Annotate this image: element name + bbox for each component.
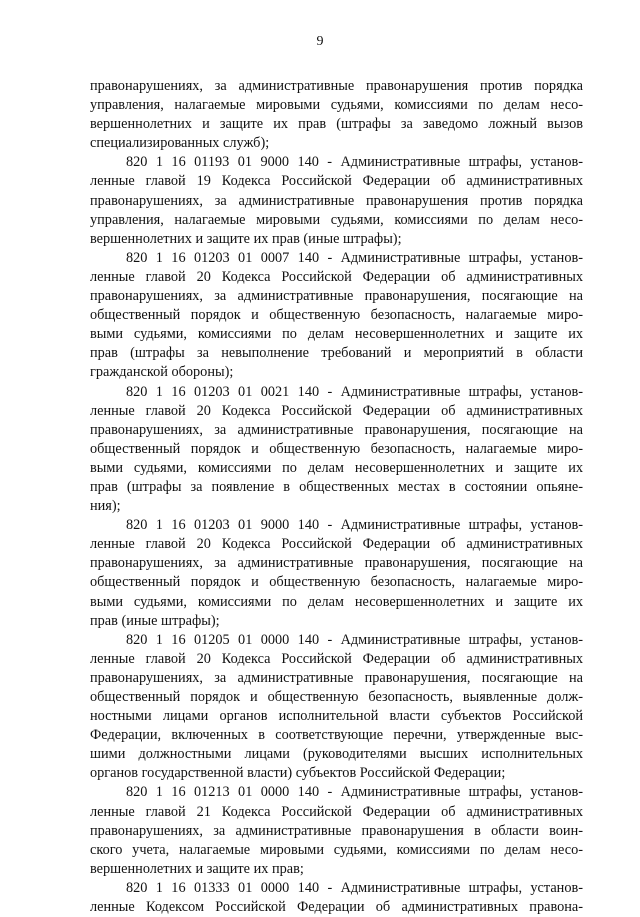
paragraph: [90, 383, 583, 517]
text-line: правонарушениях, за административные правонарушения, посягающие на: [90, 555, 583, 572]
text-line: управления, налагаемые мировыми судьями, комиссиями по делам несо-: [90, 211, 583, 228]
paragraph: [90, 77, 583, 153]
text-line: ленные главой 20 Кодекса Российской Федерации об административных: [90, 536, 583, 553]
document-body: [90, 77, 583, 917]
text-line: правонарушениях, за административные правонарушения, посягающие на: [90, 421, 583, 438]
paragraph: [90, 516, 583, 631]
text-line: выми судьями, комиссиями по делам несовершеннолетних и защите их: [90, 326, 583, 343]
text-line: Федерации, включенных в соответствующие перечни, утвержденные выс-: [90, 727, 583, 744]
text-line: 820 1 16 01203 01 9000 140 - Административные штрафы, установ-: [126, 517, 583, 534]
text-line: правонарушениях, за административные правонарушения в области воин-: [90, 822, 583, 839]
text-line: правонарушениях, за административные правонарушения, посягающие на: [90, 669, 583, 686]
paragraph: [90, 631, 583, 784]
text-line: правонарушениях, за административные правонарушения против порядка: [90, 192, 583, 209]
text-line: вершеннолетних и защите их прав (иные штрафы);: [90, 230, 402, 247]
text-line: правонарушениях, за административные правонарушения, посягающие на: [90, 288, 583, 305]
paragraph: [90, 783, 583, 878]
text-line: общественный порядок и общественную безопасность, налагаемые миро-: [90, 574, 583, 591]
text-line: органов государственной власти) субъектов Российской Федерации;: [90, 765, 506, 782]
text-line: специализированных служб);: [90, 135, 270, 152]
text-line: 820 1 16 01203 01 0007 140 - Административные штрафы, установ-: [126, 249, 583, 266]
text-line: ленные Кодексом Российской Федерации об административных правона-: [90, 899, 583, 916]
text-line: гражданской обороны);: [90, 364, 234, 381]
text-line: прав (иные штрафы);: [90, 612, 220, 629]
text-line: ленные главой 20 Кодекса Российской Федерации об административных: [90, 650, 583, 667]
text-line: прав (штрафы за появление в общественных местах в состоянии опьяне-: [90, 478, 583, 495]
text-line: 820 1 16 01205 01 0000 140 - Административные штрафы, установ-: [126, 631, 583, 648]
text-line: вершеннолетних и защите их прав (штрафы за заведомо ложный вызов: [90, 116, 583, 133]
text-line: ностными лицами органов исполнительной власти субъектов Российской: [90, 708, 583, 725]
paragraph: [90, 249, 583, 383]
text-line: правонарушениях, за административные правонарушения против порядка: [90, 78, 583, 94]
page-number: 9: [316, 34, 324, 49]
text-line: общественный порядок и общественную безопасность, налагаемые миро-: [90, 307, 583, 324]
text-line: ленные главой 20 Кодекса Российской Федерации об административных: [90, 402, 583, 419]
text-line: ленные главой 20 Кодекса Российской Федерации об административных: [90, 268, 583, 285]
text-line: выми судьями, комиссиями по делам несовершеннолетних и защите их: [90, 593, 583, 610]
text-line: шими должностными лицами (руководителями высших исполнительных: [90, 746, 583, 763]
text-line: 820 1 16 01203 01 0021 140 - Административные штрафы, установ-: [126, 383, 583, 400]
text-line: прав (штрафы за невыполнение требований и мероприятий в области: [90, 345, 583, 362]
text-line: управления, налагаемые мировыми судьями, комиссиями по делам несо-: [90, 97, 583, 114]
text-line: ленные главой 21 Кодекса Российской Федерации об административных: [90, 803, 583, 820]
text-line: выми судьями, комиссиями по делам несовершеннолетних и защите их: [90, 459, 583, 476]
text-line: общественный порядок и общественную безопасность, налагаемые миро-: [90, 440, 583, 457]
text-line: 820 1 16 01333 01 0000 140 - Административные штрафы, установ-: [126, 879, 583, 896]
text-line: ского учета, налагаемые мировыми судьями, комиссиями по делам несо-: [90, 841, 583, 858]
text-line: 820 1 16 01193 01 9000 140 - Административные штрафы, установ-: [126, 154, 583, 171]
text-line: ния);: [90, 498, 121, 515]
text-line: общественный порядок и общественную безопасность, выявленные долж-: [90, 689, 583, 705]
text-line: 820 1 16 01213 01 0000 140 - Административные штрафы, установ-: [126, 784, 583, 801]
paragraph: [90, 879, 583, 917]
text-line: вершеннолетних и защите их прав;: [90, 860, 304, 877]
paragraph: [90, 153, 583, 248]
text-line: ленные главой 19 Кодекса Российской Федерации об административных: [90, 173, 583, 190]
